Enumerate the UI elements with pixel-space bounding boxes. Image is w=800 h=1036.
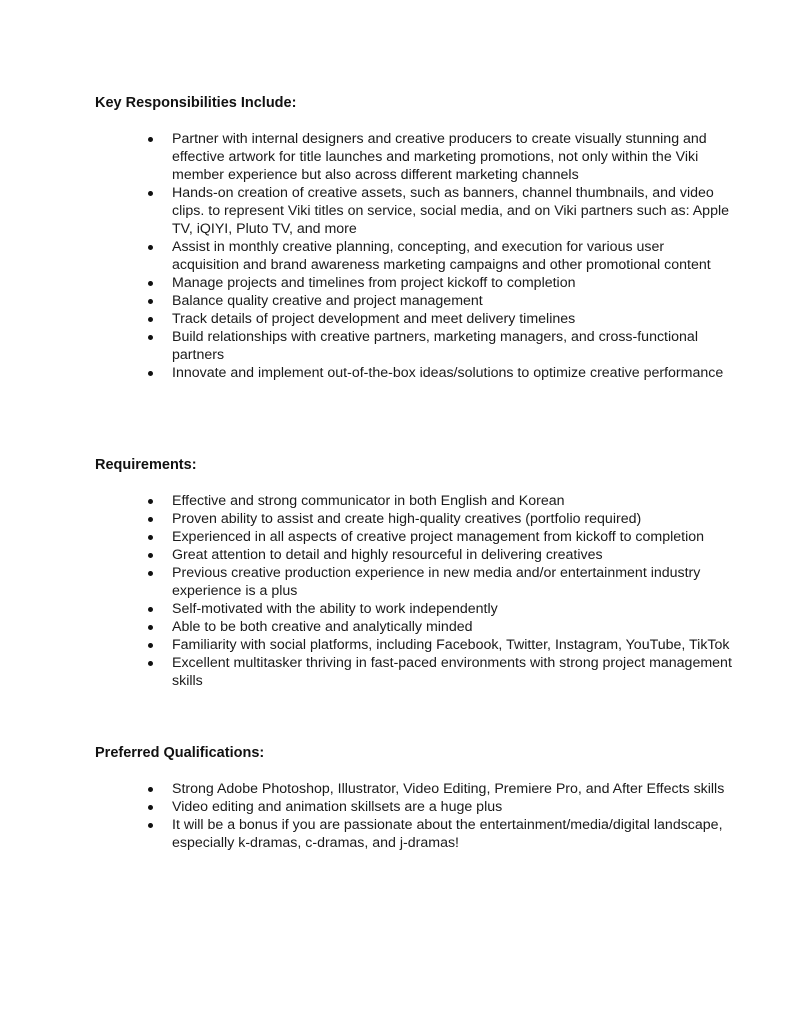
list-item: Previous creative production experience in new media and/or entertainment industry experience is a plus	[95, 564, 735, 600]
list-item: Build relationships with creative partners, marketing managers, and cross-functional partners	[95, 328, 735, 364]
list-item: Hands-on creation of creative assets, such as banners, channel thumbnails, and video clips. to represent Viki titles on service, social media, and on Viki partners such as: Apple TV, iQIYI, Pluto TV, and more	[95, 184, 735, 238]
list-item: Self-motivated with the ability to work independently	[95, 600, 735, 618]
bullet-icon	[148, 371, 153, 376]
bullet-icon	[148, 553, 153, 558]
list-item: Effective and strong communicator in both English and Korean	[95, 492, 735, 510]
bullet-icon	[148, 137, 153, 142]
bullet-icon	[148, 335, 153, 340]
bullet-icon	[148, 787, 153, 792]
bullet-icon	[148, 245, 153, 250]
bullet-icon	[148, 299, 153, 304]
bullet-icon	[148, 805, 153, 810]
list-item: Partner with internal designers and creative producers to create visually stunning and effective artwork for title launches and marketing promotions, not only within the Viki member experience but also across different marketing channels	[95, 130, 735, 184]
bullet-icon	[148, 517, 153, 522]
bullet-icon	[148, 661, 153, 666]
section-heading: Preferred Qualifications:	[95, 745, 265, 761]
section-key-responsibilities	[95, 94, 735, 382]
bullet-list	[95, 130, 735, 382]
list-item: Great attention to detail and highly resourceful in delivering creatives	[95, 546, 735, 564]
list-item: Excellent multitasker thriving in fast-paced environments with strong project management skills	[95, 654, 735, 690]
bullet-icon	[148, 535, 153, 540]
section-heading: Requirements:	[95, 457, 197, 473]
list-item: Familiarity with social platforms, including Facebook, Twitter, Instagram, YouTube, TikTok	[95, 636, 735, 654]
list-item: Track details of project development and meet delivery timelines	[95, 310, 735, 328]
list-item: Proven ability to assist and create high-quality creatives (portfolio required)	[95, 510, 735, 528]
bullet-list	[95, 780, 735, 852]
list-item: Assist in monthly creative planning, concepting, and execution for various user acquisition and brand awareness marketing campaigns and other promotional content	[95, 238, 735, 274]
list-item: Experienced in all aspects of creative project management from kickoff to completion	[95, 528, 735, 546]
section-heading: Key Responsibilities Include:	[95, 95, 297, 111]
bullet-icon	[148, 607, 153, 612]
list-item: Strong Adobe Photoshop, Illustrator, Video Editing, Premiere Pro, and After Effects skills	[95, 780, 735, 798]
list-item: Able to be both creative and analytically minded	[95, 618, 735, 636]
bullet-icon	[148, 823, 153, 828]
section-preferred-qualifications	[95, 744, 735, 852]
bullet-icon	[148, 625, 153, 630]
bullet-icon	[148, 317, 153, 322]
bullet-list	[95, 492, 735, 690]
bullet-icon	[148, 191, 153, 196]
bullet-icon	[148, 499, 153, 504]
list-item: Innovate and implement out-of-the-box ideas/solutions to optimize creative performance	[95, 364, 735, 382]
list-item: Video editing and animation skillsets are a huge plus	[95, 798, 735, 816]
list-item: Balance quality creative and project management	[95, 292, 735, 310]
list-item: Manage projects and timelines from project kickoff to completion	[95, 274, 735, 292]
bullet-icon	[148, 571, 153, 576]
bullet-icon	[148, 281, 153, 286]
bullet-icon	[148, 643, 153, 648]
list-item: It will be a bonus if you are passionate about the entertainment/media/digital landscape, especially k-dramas, c-dramas, and j-dramas!	[95, 816, 735, 852]
section-requirements	[95, 456, 735, 690]
